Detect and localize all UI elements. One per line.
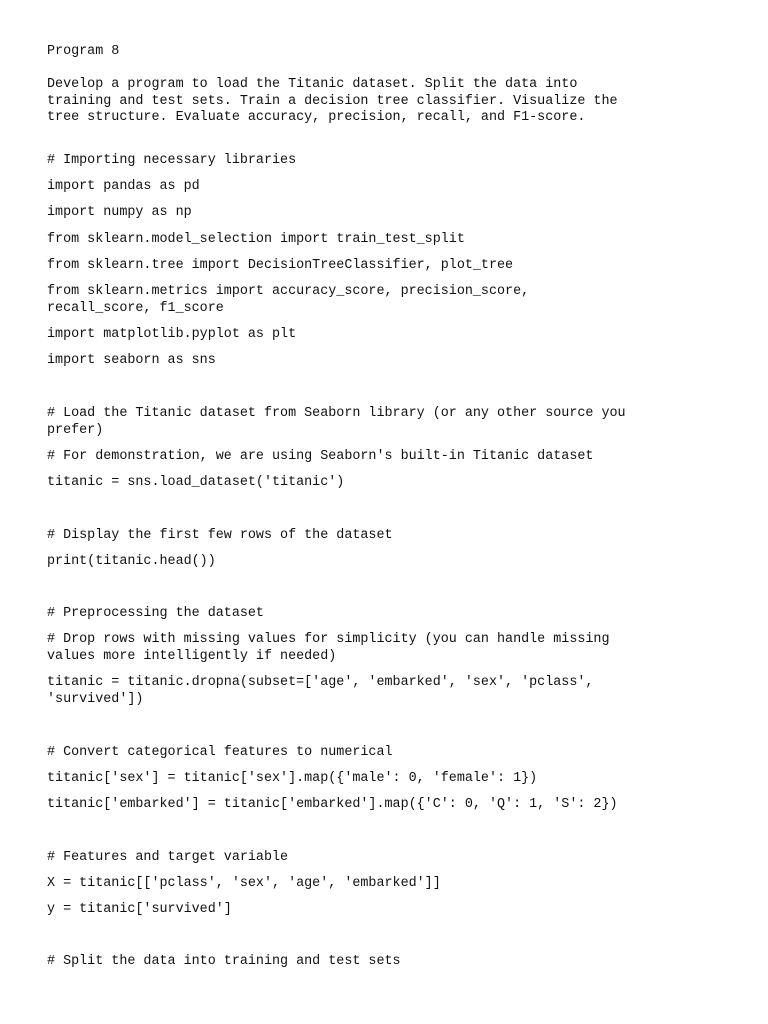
- code-line-import-seaborn: import seaborn as sns: [47, 353, 216, 368]
- code-line-dropna: titanic = titanic.dropna(subset=['age', 'embarked', 'sex', 'pclass', 'survived']): [47, 675, 594, 707]
- code-line-import-train-test-split: from sklearn.model_selection import train_test_split: [47, 232, 465, 247]
- code-comment-demonstration: # For demonstration, we are using Seaborn's built-in Titanic dataset: [47, 449, 594, 464]
- code-comment-features-target: # Features and target variable: [47, 850, 289, 865]
- code-comment-load-dataset: # Load the Titanic dataset from Seaborn library (or any other source you prefer): [47, 406, 626, 438]
- code-comment-drop-rows: # Drop rows with missing values for simplicity (you can handle missing values more intelligently if needed): [47, 632, 610, 664]
- code-line-import-metrics: from sklearn.metrics import accuracy_score, precision_score, recall_score, f1_score: [47, 284, 530, 316]
- code-comment-preprocessing: # Preprocessing the dataset: [47, 606, 264, 621]
- code-line-map-embarked: titanic['embarked'] = titanic['embarked'].map({'C': 0, 'Q': 1, 'S': 2}): [47, 797, 618, 812]
- code-line-target: y = titanic['survived']: [47, 902, 232, 917]
- code-comment-split-data: # Split the data into training and test sets: [47, 954, 401, 969]
- code-line-print-head: print(titanic.head()): [47, 554, 216, 569]
- code-line-import-matplotlib: import matplotlib.pyplot as plt: [47, 327, 297, 342]
- code-line-import-decision-tree: from sklearn.tree import DecisionTreeClassifier, plot_tree: [47, 258, 514, 273]
- code-comment-imports: # Importing necessary libraries: [47, 153, 297, 168]
- program-description: Develop a program to load the Titanic dataset. Split the data into training and test sets. Train a decision tree classifier. Visualize the tree structure. Evaluate accuracy, precision, recall, and F1-score.: [47, 77, 618, 125]
- code-line-import-numpy: import numpy as np: [47, 205, 192, 220]
- code-line-load-dataset: titanic = sns.load_dataset('titanic'): [47, 475, 345, 490]
- code-line-features: X = titanic[['pclass', 'sex', 'age', 'embarked']]: [47, 876, 441, 891]
- code-line-map-sex: titanic['sex'] = titanic['sex'].map({'male': 0, 'female': 1}): [47, 771, 538, 786]
- code-line-import-pandas: import pandas as pd: [47, 179, 200, 194]
- code-comment-convert-categorical: # Convert categorical features to numerical: [47, 745, 393, 760]
- code-comment-display-rows: # Display the first few rows of the dataset: [47, 528, 393, 543]
- program-title: Program 8: [47, 44, 120, 59]
